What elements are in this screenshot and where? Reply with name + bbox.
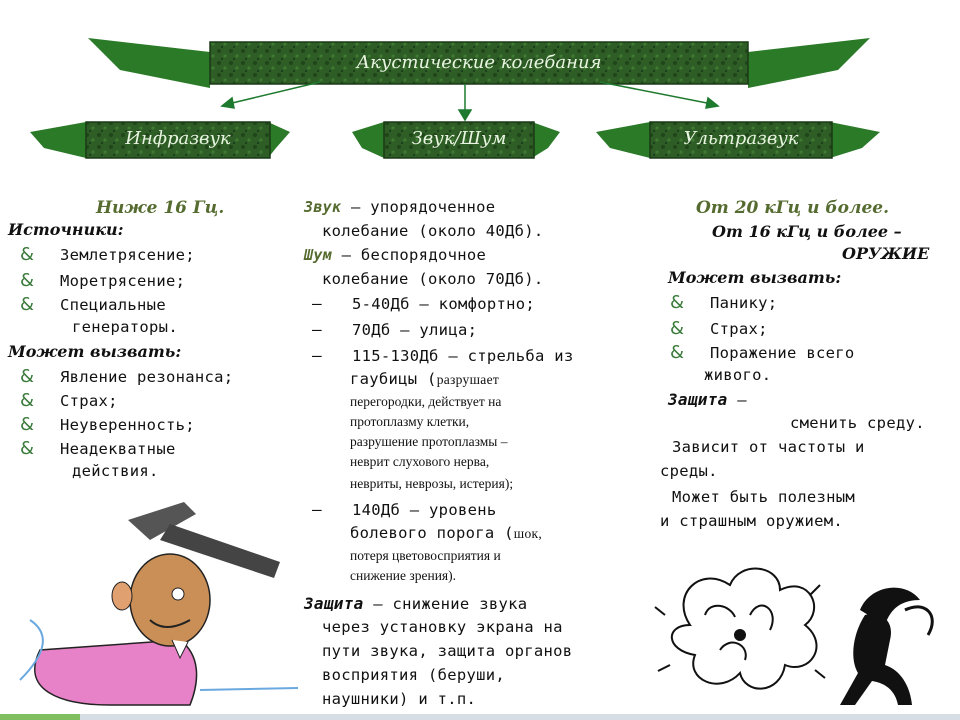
ultra-weapon-word: ОРУЖИЕ [842, 244, 930, 263]
bullet-icon: & [20, 244, 35, 265]
motion-line [200, 688, 298, 690]
sound-zvuk-line: Звук – упорядоченное [304, 198, 496, 216]
explosion-icon [655, 569, 825, 689]
sound-protect-cont: через установку экрана на [322, 618, 563, 636]
bullet-icon: & [20, 270, 35, 291]
ultra-note: Зависит от частоты и [672, 438, 865, 456]
ultra-effect-item: & Поражение всего [670, 342, 855, 363]
infra-source-cont: генераторы. [72, 318, 178, 336]
infra-source-item: & Моретрясение; [20, 270, 186, 291]
sound-small-line: потеря цветовосприятия и [350, 548, 501, 563]
ultra-effect-item: & Панику; [670, 292, 778, 313]
hammer-man-illustration [0, 490, 300, 715]
sound-level-item: – 5-40Дб – комфортно; [312, 294, 536, 313]
ultra-effect-item: & Страх; [670, 318, 768, 339]
infra-effects-label: Может вызвать: [8, 342, 182, 361]
bullet-icon: & [20, 390, 35, 411]
sound-level-item: – 140Дб – уровень [312, 500, 497, 519]
cartoon-man-icon [35, 554, 210, 705]
sound-shum-cont: колебание (около 70Дб). [322, 270, 544, 288]
sound-protect-line: Защита – снижение звука [304, 594, 528, 613]
bullet-icon: & [20, 366, 35, 387]
sound-shum-line: Шум – беспорядочное [304, 246, 487, 264]
bottom-bar [0, 714, 960, 720]
infra-source-item: & Специальные [20, 294, 166, 315]
ultra-heading: От 20 кГц и более. [696, 198, 889, 218]
infra-banner-label: Инфразвук [125, 128, 231, 149]
explosion-illustration [650, 555, 950, 715]
bullet-icon: & [20, 414, 35, 435]
diagram-banners [0, 0, 960, 180]
infra-effect-cont: действия. [72, 462, 159, 480]
ultra-protect-line: Защита – [668, 390, 747, 409]
infra-effect-item: & Неуверенность; [20, 414, 195, 435]
dash-icon: – [312, 320, 322, 339]
sound-small-line: снижение зрения). [350, 568, 457, 583]
sound-protect-label: Защита [304, 594, 364, 613]
sound-small-line: неврит слухового нерва, [350, 454, 490, 469]
infra-effect-item: & Страх; [20, 390, 118, 411]
infra-effect-item: & Неадекватные [20, 438, 176, 459]
arrows [222, 82, 718, 120]
dash-icon: – [312, 294, 322, 313]
ultra-note: Может быть полезным [672, 488, 856, 506]
sound-small-line: протоплазму клетки, [350, 414, 470, 429]
ultra-effect-cont: живого. [704, 366, 772, 384]
shum-label: Шум [304, 246, 332, 264]
sound-small-line: перегородки, действует на [350, 394, 502, 409]
zvuk-label: Звук [304, 198, 342, 216]
bottom-accent [0, 714, 80, 720]
ultra-note: среды. [660, 462, 718, 480]
sound-protect-cont: пути звука, защита органов [322, 642, 573, 660]
bullet-icon: & [670, 292, 685, 313]
ultra-effects-label: Может вызвать: [668, 268, 842, 287]
infra-effect-item: & Явление резонанса; [20, 366, 234, 387]
sound-level-item: – 70Дб – улица; [312, 320, 478, 339]
ultra-protect-text: сменить среду. [790, 414, 925, 432]
bullet-icon: & [670, 318, 685, 339]
dash-icon: – [312, 346, 322, 365]
sound-level-cont: гаубицы (разрушает [350, 370, 500, 388]
infra-sources-label: Источники: [8, 220, 124, 239]
sound-small-line: разрушение протоплазмы – [350, 434, 508, 449]
ultra-banner-label: Ультразвук [683, 128, 799, 149]
ultra-note: и страшным оружием. [660, 512, 844, 530]
bullet-icon: & [670, 342, 685, 363]
infra-source-item: & Землетрясение; [20, 244, 195, 265]
sound-level-item: – 115-130Дб – стрельба из [312, 346, 574, 365]
sound-protect-cont: восприятия (беруши, [322, 666, 506, 684]
dash-icon: – [312, 500, 322, 519]
sound-banner-label: Звук/Шум [411, 128, 507, 149]
running-figure-icon [840, 588, 932, 705]
infra-heading: Ниже 16 Гц. [96, 198, 225, 218]
sound-protect-cont: наушники) и т.п. [322, 690, 477, 708]
ultra-weapon-line: От 16 кГц и более – [712, 222, 902, 241]
root-banner-label: Акустические колебания [356, 52, 602, 73]
bullet-icon: & [20, 294, 35, 315]
sound-zvuk-cont: колебание (около 40Дб). [322, 222, 544, 240]
sound-small-line: невриты, неврозы, истерия); [350, 476, 514, 491]
sound-level-cont: болевого порога (шок, [350, 524, 543, 542]
bullet-icon: & [20, 438, 35, 459]
ultra-protect-label: Защита [668, 390, 728, 409]
